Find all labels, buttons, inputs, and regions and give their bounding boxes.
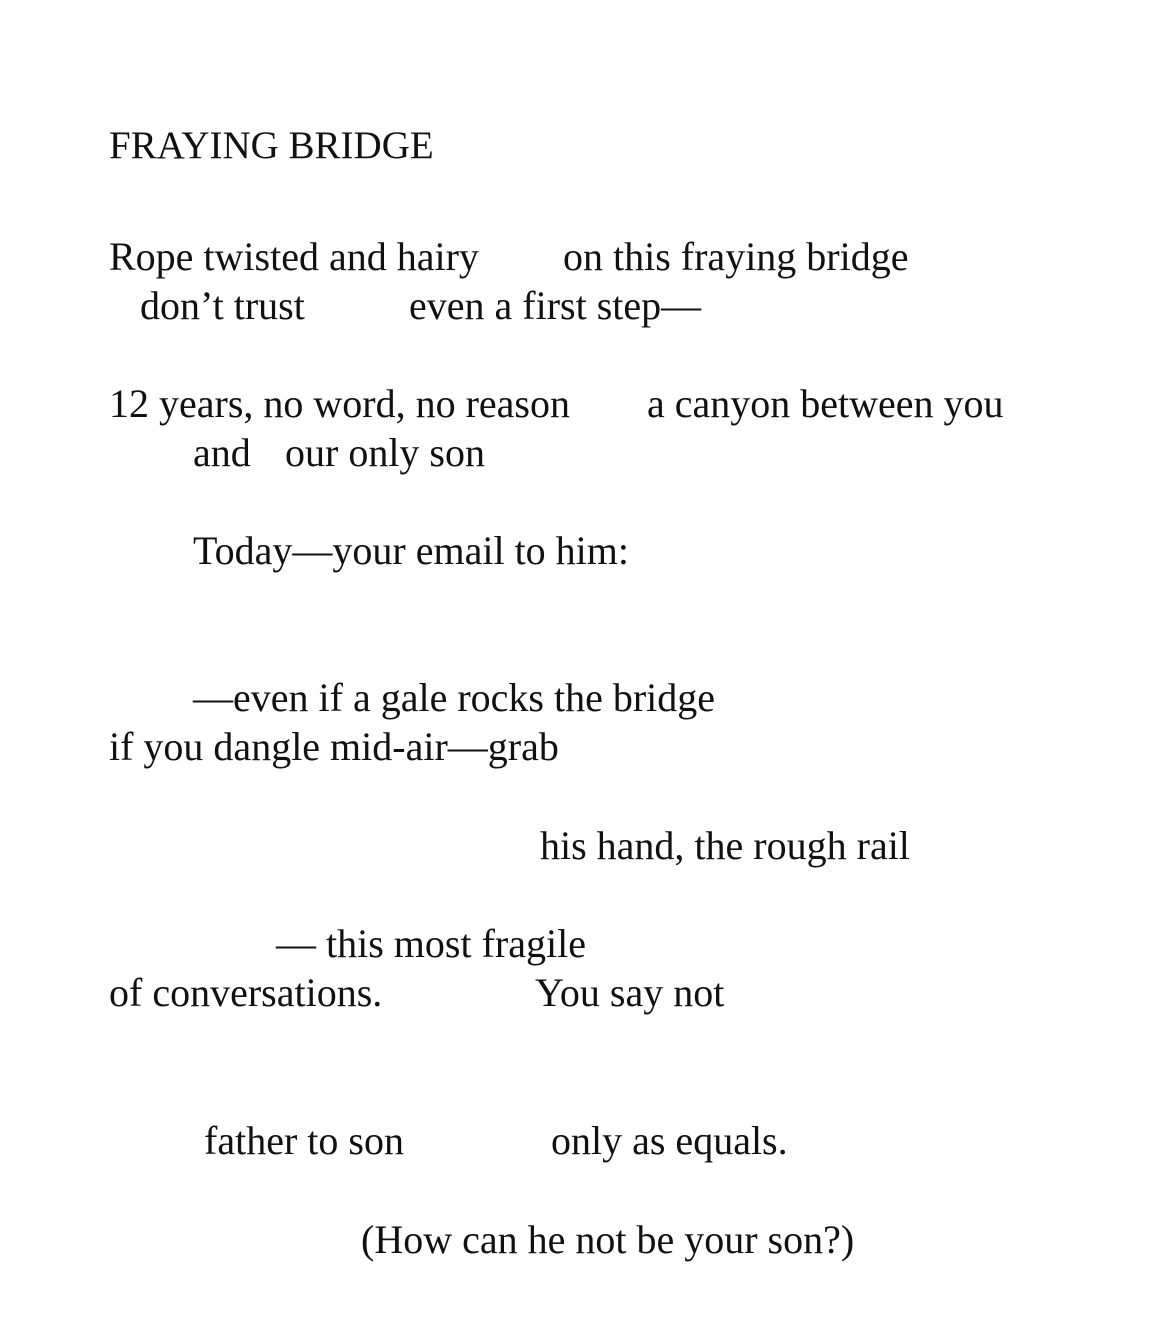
poem-line-fragment: — this most fragile	[276, 921, 586, 966]
poem-line-fragment: don’t trust	[140, 283, 305, 328]
poem-line-fragment: only as equals.	[551, 1118, 788, 1163]
poem-line-fragment: even a first step—	[409, 283, 702, 328]
poem-line-fragment: if you dangle mid-air—grab	[109, 724, 559, 769]
poem-line-fragment: Rope twisted and hairy	[109, 234, 479, 279]
poem-line-fragment: —even if a gale rocks the bridge	[193, 675, 716, 720]
poem-line-fragment: a canyon between you	[647, 381, 1004, 426]
poem-line-fragment: his hand, the rough rail	[540, 823, 910, 868]
poem-line-fragment: 12 years, no word, no reason	[109, 381, 570, 426]
poem-title: FRAYING BRIDGE	[109, 124, 434, 167]
poem-line-fragment: our only son	[285, 430, 485, 475]
poem-line-fragment: of conversations.	[109, 970, 383, 1015]
poem-line-fragment: Today—your email to him:	[193, 528, 630, 573]
poem-line-fragment: on this fraying bridge	[563, 234, 909, 279]
poem-line-fragment: and	[193, 430, 251, 475]
poem-line-fragment: You say not	[535, 970, 725, 1015]
poem-line-fragment: (How can he not be your son?)	[361, 1217, 855, 1262]
poem-line-fragment: father to son	[204, 1118, 404, 1163]
